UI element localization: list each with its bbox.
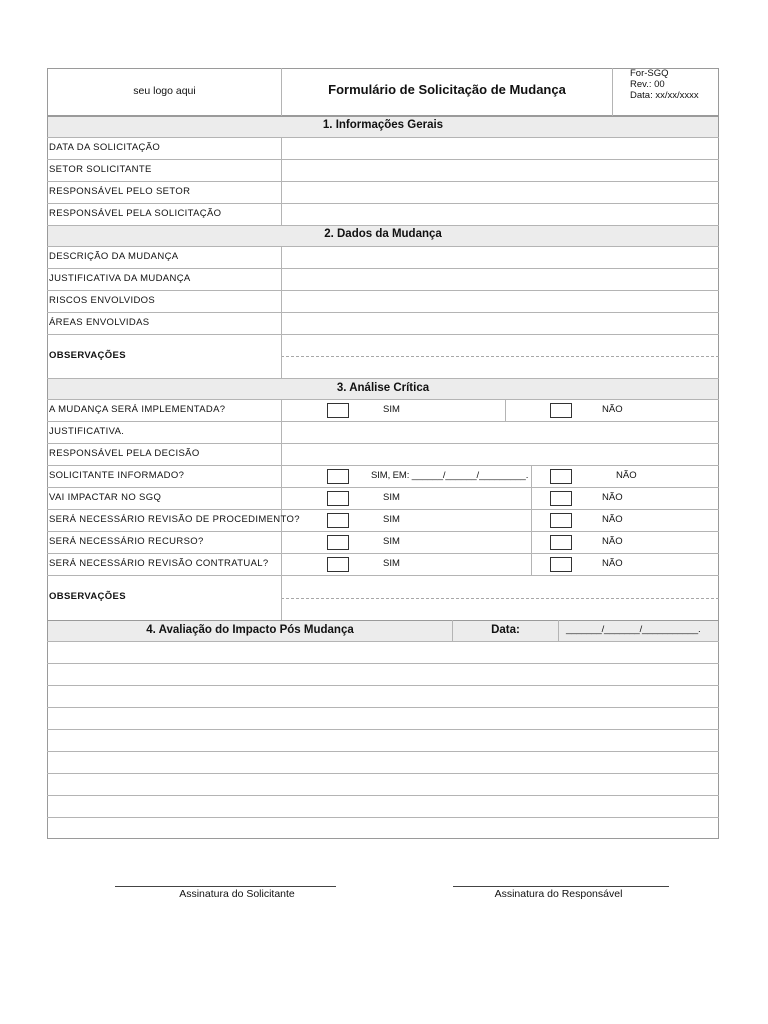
label-request-responsible: RESPONSÁVEL PELA SOLICITAÇÃO [49,208,222,219]
checkbox-sgq-yes[interactable] [327,491,349,506]
option-sgq-no: NÃO [602,492,623,503]
label-requester-informed: SOLICITANTE INFORMADO? [49,470,185,481]
label-observations-3: OBSERVAÇÕES [49,591,126,602]
impact-notes-area[interactable] [48,642,718,838]
checkbox-implemented-yes[interactable] [327,403,349,418]
checkbox-informed-yes[interactable] [327,469,349,484]
field-request-responsible[interactable] [282,204,718,225]
field-decision-responsible[interactable] [282,444,718,465]
option-informed-no: NÃO [616,470,637,481]
label-request-date: DATA DA SOLICITAÇÃO [49,142,161,153]
field-request-date[interactable] [282,138,718,159]
field-risks[interactable] [282,291,718,312]
checkbox-procedure-no[interactable] [550,513,572,528]
label-impact-sgq: VAI IMPACTAR NO SGQ [49,492,162,503]
option-resource-no: NÃO [602,536,623,547]
signature-line-responsible [453,886,669,887]
field-change-justification[interactable] [282,269,718,290]
option-contract-no: NÃO [602,558,623,569]
field-change-description[interactable] [282,247,718,268]
label-resource-needed: SERÁ NECESSÁRIO RECURSO? [49,536,204,547]
label-sector-responsible: RESPONSÁVEL PELO SETOR [49,186,191,197]
checkbox-sgq-no[interactable] [550,491,572,506]
checkbox-procedure-yes[interactable] [327,513,349,528]
option-procedure-no: NÃO [602,514,623,525]
label-areas: ÁREAS ENVOLVIDAS [49,317,150,328]
doc-code: For-SGQ [630,68,669,79]
field-observations-2[interactable] [282,335,718,378]
checkbox-informed-no[interactable] [550,469,572,484]
option-informed-yes-date[interactable]: SIM, EM: ______/______/_________. [371,470,529,481]
label-contract-review: SERÁ NECESSÁRIO REVISÃO CONTRATUAL? [49,558,269,569]
field-areas[interactable] [282,313,718,334]
option-sgq-yes: SIM [383,492,400,503]
option-contract-yes: SIM [383,558,400,569]
section4-title: 4. Avaliação do Impacto Pós Mudança [146,624,354,636]
label-procedure-review: SERÁ NECESSÁRIO REVISÃO DE PROCEDIMENTO? [49,514,300,525]
form-title: Formulário de Solicitação de Mudança [328,82,566,97]
checkbox-implemented-no[interactable] [550,403,572,418]
label-decision-responsible: RESPONSÁVEL PELA DECISÃO [49,448,200,459]
doc-date: Data: xx/xx/xxxx [630,90,699,101]
signature-label-responsible: Assinatura do Responsável [494,888,623,900]
field-requesting-sector[interactable] [282,160,718,181]
label-observations-2: OBSERVAÇÕES [49,350,126,361]
field-sector-responsible[interactable] [282,182,718,203]
checkbox-contract-yes[interactable] [327,557,349,572]
field-justification[interactable] [282,422,718,443]
checkbox-contract-no[interactable] [550,557,572,572]
label-requesting-sector: SETOR SOLICITANTE [49,164,152,175]
option-implemented-no: NÃO [602,404,623,415]
label-risks: RISCOS ENVOLVIDOS [49,295,156,306]
logo-placeholder: seu logo aqui [133,85,196,97]
signature-label-requester: Assinatura do Solicitante [179,888,295,900]
section4-date-field[interactable]: _______/_______/___________. [566,624,701,635]
section3-title: 3. Análise Crítica [336,382,430,394]
doc-revision: Rev.: 00 [630,79,665,90]
checkbox-resource-yes[interactable] [327,535,349,550]
signature-line-requester [115,886,336,887]
option-resource-yes: SIM [383,536,400,547]
section4-date-label: Data: [491,624,520,636]
label-change-description: DESCRIÇÃO DA MUDANÇA [49,251,179,262]
label-will-be-implemented: A MUDANÇA SERÁ IMPLEMENTADA? [49,404,226,415]
label-justification: JUSTIFICATIVA. [49,426,125,437]
checkbox-resource-no[interactable] [550,535,572,550]
option-procedure-yes: SIM [383,514,400,525]
field-observations-3[interactable] [282,576,718,620]
option-implemented-yes: SIM [383,404,400,415]
section1-title: 1. Informações Gerais [322,119,444,131]
section2-title: 2. Dados da Mudança [324,228,442,240]
label-change-justification: JUSTIFICATIVA DA MUDANÇA [49,273,191,284]
